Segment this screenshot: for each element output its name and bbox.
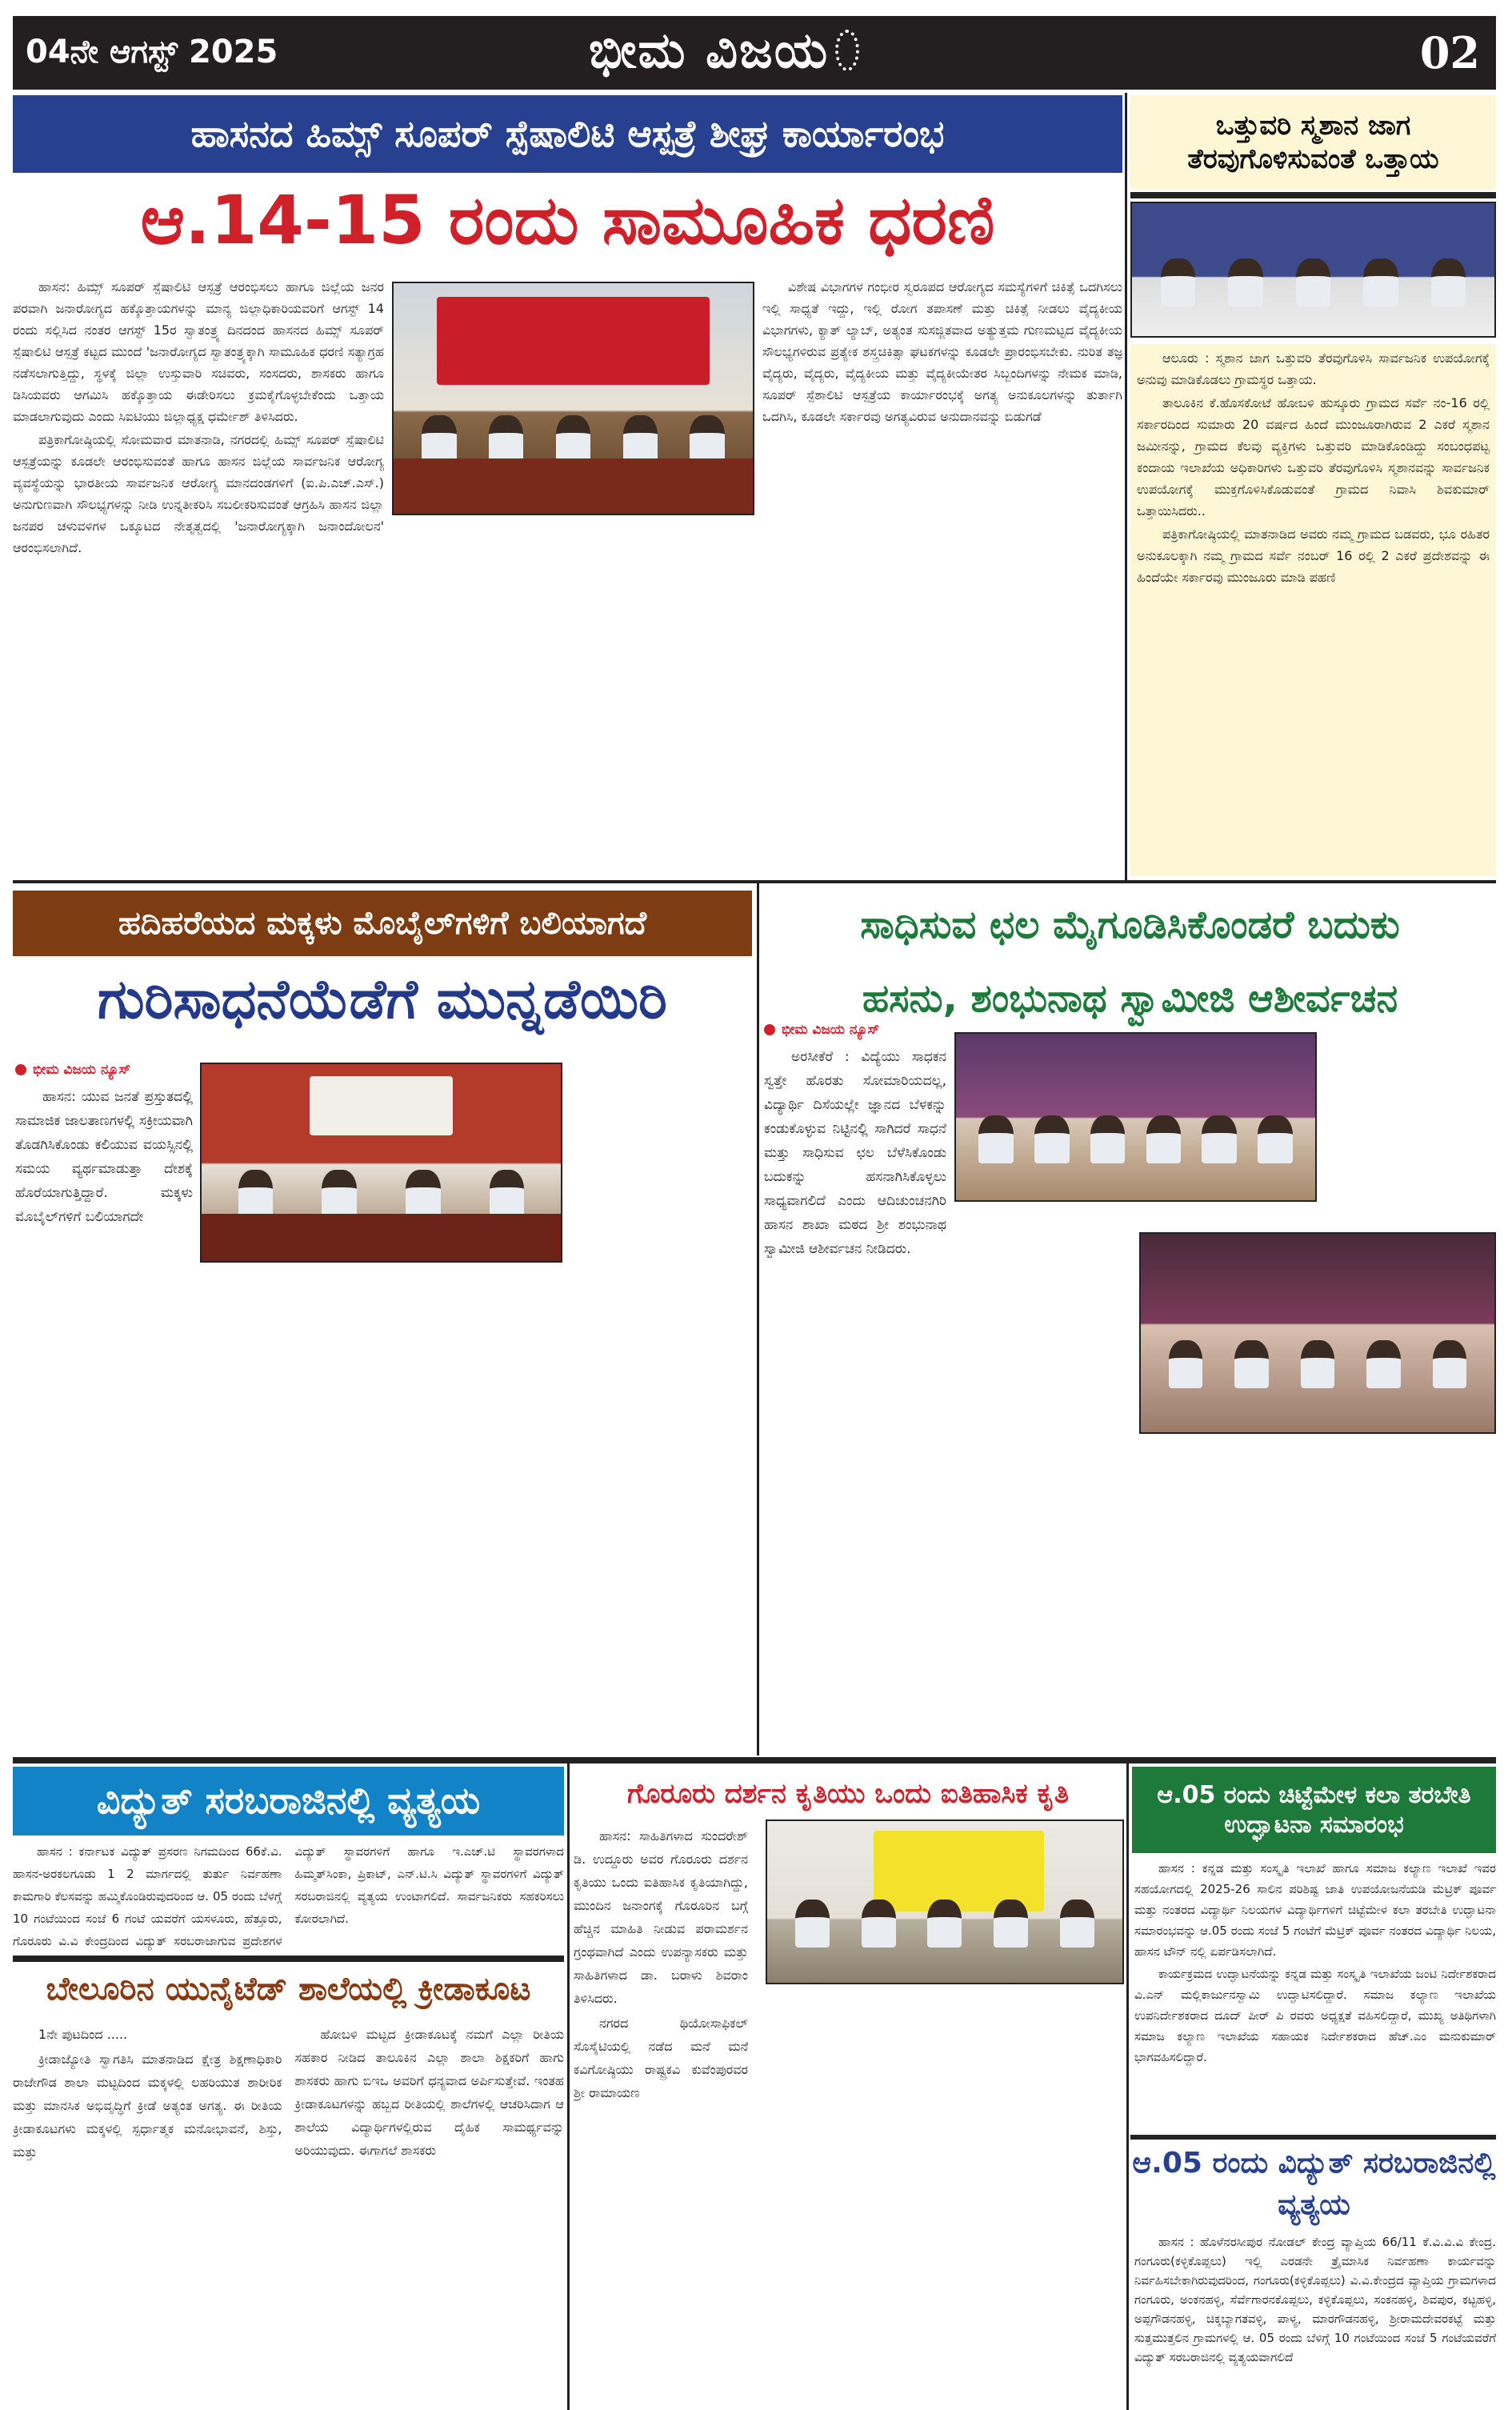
issue-date: 04ನೇ ಆಗಸ್ಟ್ 2025 <box>26 34 278 70</box>
swamiji-headline-line-1: ಸಾಧಿಸುವ ಛಲ ಮೈಗೂಡಿಸಿಕೊಂಡರೆ ಬದುಕು <box>860 903 1400 947</box>
lead-column-1 <box>13 276 384 876</box>
divider <box>1130 192 1496 198</box>
beluru-paragraph: ಕ್ರೀಡಾಜ್ಯೋತಿ ಸ್ವಾಗತಿಸಿ ಮಾತನಾಡಿದ ಕ್ಷೇತ್ರ ಶಿಕ್ಷಣಾಧಿಕಾರಿ ರಾಜೇಗೌಡ ಶಾಲಾ ಮಟ್ಟದಿಂದ ಮಕ್ಕಳಲ್ಲಿ ಲಹರಿಯುತ ಶಾರೀರಿಕ ಮತ್ತು ಮಾನಸಿಕ ಅಭಿವೃದ್ಧಿಗೆ ಕ್ರೀಡೆ ಅತ್ಯಂತ ಅಗತ್ಯ. ಈ ರೀತಿಯ ಕ್ರೀಡಾಕೂಟಗಳು ಮಕ್ಕಳಲ್ಲಿ ಸ್ಪರ್ಧಾತ್ಮಕ ಮನೋಭಾವನೆ, ಶಿಸ್ತು, ಮತ್ತು <box>13 2052 282 2160</box>
beluru-headline: ಬೇಲೂರಿನ ಯುನೈಟೆಡ್ ಶಾಲೆಯಲ್ಲಿ ಕ್ರೀಡಾಕೂಟ <box>46 1971 531 2008</box>
ashoka-chakra-icon <box>835 30 859 71</box>
red-dot-icon <box>764 1024 775 1035</box>
chittemela-paragraph: ಹಾಸನ : ಕನ್ನಡ ಮತ್ತು ಸಂಸ್ಕೃತಿ ಇಲಾಖೆ ಹಾಗೂ ಸಮಾಜ ಕಲ್ಯಾಣ ಇಲಾಖೆ ಇವರ ಸಹಯೋಗದಲ್ಲಿ 2025-26 ಸಾಲಿನ ಪರಿಶಿಷ್ಟ ಜಾತಿ ಉಪಯೋಜನೆಯಡಿ ಮೆಟ್ರಿಕ್ ಪೂರ್ವ ಮತ್ತು ನಂತರದ ವಿದ್ಯಾರ್ಥಿ ನಿಲಯಗಳ ವಿದ್ಯಾರ್ಥಿಗಳಿಗೆ ಚಿಟ್ಟೆಮೇಳ ಕಲಾ ತರಬೇತಿ ಉದ್ಘಾಟನಾ ಸಮಾರಂಭವನ್ನು ಆ.05 ರಂದು ಸಂಜೆ 5 ಗಂಟೆಗೆ ಮೆಟ್ರಿಕ್ ಪೂರ್ವ ನಂತರದ ವಿದ್ಯಾರ್ಥಿ ನಿಲಯ, ಹಾಸನ ಟೌನ್ ನಲ್ಲಿ ಏರ್ಪಡಿಸಲಾಗಿದೆ. <box>1134 1861 1496 1959</box>
chittemela-body <box>1134 1858 1496 2134</box>
power-cut-2-paragraph: ಹಾಸನ : ಹೊಳೆನರಸೀಪುರ ನೋಡಲ್ ಕೇಂದ್ರ ವ್ಯಾಪ್ತಿಯ 66/11 ಕೆ.ವಿ.ವಿ.ವಿ ಕೇಂದ್ರ. ಗಂಗೂರು(ಕಳ್ಳಿಕೊಪ್ಪಲು) ಇಲ್ಲಿ ಎರಡನೇ ತ್ರೈಮಾಸಿಕ ನಿರ್ವಹಣಾ ಕಾರ್ಯವನ್ನು ನಿರ್ವಹಿಸಬೇಕಾಗಿರುವುದರಿಂದ, ಗಂಗೂರು(ಕಳ್ಳಿಕೊಪ್ಪಲು) ವಿ.ವಿ.ಕೇಂದ್ರದ ವ್ಯಾಪ್ತಿಯ ಗ್ರಾಮಗಳಾದ ಗಂಗೂರು, ಅಂಕನಹಳ್ಳಿ, ಸೆರ್ವೆಗಾರನಕೊಪ್ಪಲು, ಕಳ್ಳಿಕೊಪ್ಪಲು, ಸಂಕನಹಳ್ಳಿ, ಶಿವಪುರ, ಕಟ್ಟಹಳ್ಳಿ, ಅಪ್ಪಗೌಡನಹಳ್ಳಿ, ಚಿಕ್ಕಬ್ಯಾಗತವಳ್ಳಿ, ಪಾಳ್ಯ, ಮಾರಗೌಡನಹಳ್ಳಿ, ಶ್ರೀರಾಮದೇವರಕಟ್ಟೆ ಮತ್ತು ಸುತ್ತಮುತ್ತಲಿನ ಗ್ರಾಮಗಳಲ್ಲಿ ಆ. 05 ರಂದು ಬೆಳಿಗ್ಗೆ 10 ಗಂಟೆಯಿಂದ ಸಂಜೆ 5 ಗಂಟೆಯವರೆಗೆ ವಿದ್ಯುತ್ ಸರಬರಾಜಿನಲ್ಲಿ ವ್ಯತ್ಯಯವಾಗಲಿದೆ <box>1134 2235 1496 2364</box>
mobile-paragraph: ಹಾಸನ: ಯುವ ಜನತೆ ಪ್ರಸ್ತುತದಲ್ಲಿ ಸಾಮಾಜಿಕ ಜಾಲತಾಣಗಳಲ್ಲಿ ಸಕ್ರೀಯವಾಗಿ ತೊಡಗಿಸಿಕೊಂಡು ಕಲಿಯುವ ವಯಸ್ಸಿನಲ್ಲಿ ಸಮಯ ವ್ಯರ್ಥಮಾಡುತ್ತಾ ದೇಶಕ್ಕೆ ಹೊರೆಯಾಗುತ್ತಿದ್ದಾರೆ. ಮಕ್ಕಳು ಮೊಬೈಲ್‌ಗಳಿಗೆ ಬಲಿಯಾಗದೇ <box>15 1089 193 1225</box>
column-divider <box>757 883 759 1755</box>
section-divider <box>13 880 1496 883</box>
goruru-photo-book-release <box>766 1820 1124 1984</box>
beluru-paragraph: ಹೋಬಳಿ ಮಟ್ಟದ ಕ್ರೀಡಾಕೂಟಕ್ಕೆ ನಮಗೆ ಎಲ್ಲಾ ರೀತಿಯ ಸಹಕಾರ ನೀಡಿದ ತಾಲೂಕಿನ ಎಲ್ಲಾ ಶಾಲಾ ಶಿಕ್ಷಕರಿಗೆ ಹಾಗು ಶಾಸಕರು ಹಾಗು ಬಿಇಒ ಅವರಿಗೆ ಧನ್ಯವಾದ ಅರ್ಪಿಸುತ್ತೇವೆ. ಇಂತಹ ಕ್ರೀಡಾಕೂಟಗಳನ್ನು ಹಬ್ಬದ ರೀತಿಯಲ್ಲಿ ಶಾಲೆಗಳಲ್ಲಿ ಆಚರಿಸಿದಾಗ ಆ ಶಾಲೆಯ ವಿದ್ಯಾರ್ಥಿಗಳಲ್ಲಿರುವ ದೈಹಿಕ ಸಾಮರ್ಥ್ಯವನ್ನು ಅರಿಯುವುದು. ಈಗಾಗಲೆ ಶಾಸಕರು <box>294 2027 564 2158</box>
lead-column-2 <box>392 524 754 876</box>
mobile-kicker-banner: ಹದಿಹರೆಯದ ಮಕ್ಕಳು ಮೊಬೈಲ್‌ಗಳಿಗೆ ಬಲಿಯಾಗದೆ <box>13 891 752 956</box>
goruru-column-1 <box>574 1824 748 2408</box>
chittemela-headline-banner: ಆ.05 ರಂದು ಚಿಟ್ಟೆಮೇಳ ಕಲಾ ತರಬೇತಿ ಉದ್ಘಾಟನಾ ಸಮಾರಂಭ <box>1132 1767 1496 1853</box>
masthead <box>13 16 1496 90</box>
goruru-paragraph: ಹಾಸನ: ಸಾಹಿತಿಗಳಾದ ಸುಂದರೇಶ್ ಡಿ. ಉದ್ದೂರು ಅವರ ಗೊರೂರು ದರ್ಶನ ಕೃತಿಯು ಒಂದು ಐತಿಹಾಸಿಕ ಕೃತಿಯಾಗಿದ್ದು, ಮುಂದಿನ ಜನಾಂಗಕ್ಕೆ ಗೊರೂರಿನ ಬಗ್ಗೆ ಹೆಚ್ಚಿನ ಮಾಹಿತಿ ನೀಡುವ ಪರಾಮರ್ಶನ ಗ್ರಂಥವಾಗಿದೆ ಎಂದು ಉಪನ್ಯಾಸಕರು ಮತ್ತು ಸಾಹಿತಿಗಳಾದ ಡಾ. ಬರಾಳು ಶಿವರಾಂ ತಿಳಿಸಿದರು. <box>574 1828 748 2006</box>
newspaper-logo <box>589 21 859 80</box>
lead-paragraph: ವಿಶೇಷ ವಿಭಾಗಗಳ ಗಂಭೀರ ಸ್ವರೂಪದ ಆರೋಗ್ಯದ ಸಮಸ್ಯೆಗಳಿಗೆ ಚಿಕಿತ್ಸೆ ಒದಗಿಸಲು ಇಲ್ಲಿ ಸಾಧ್ಯತೆ ಇದ್ದು, ಇಲ್ಲಿ ರೋಗ ತಪಾಸಣೆ ಮತ್ತು ಚಿಕಿತ್ಸೆ ನೀಡಲು ವೈದ್ಯಕೀಯ ವಿಭಾಗಗಳು, ಕ್ಯಾತ್ ಲ್ಯಾಬ್, ಅತ್ಯಂತ ಸುಸಜ್ಜಿತವಾದ ಅತ್ಯುತ್ತಮ ಗುಣಮಟ್ಟದ ವೈದ್ಯಕೀಯ ಸೌಲಭ್ಯಗಳಿರುವ ಪ್ರತ್ಯೇಕ ಶಸ್ತ್ರಚಿಕಿತ್ಸಾ ಘಟಕಗಳನ್ನು ಕೂಡಲೇ ಪ್ರಾರಂಭಿಸಬೇಕು. ನುರಿತ ತಜ್ಞ ವೈದ್ಯರು, ವೈದ್ಯರು, ವೈದ್ಯಕೀಯ ಮತ್ತು ವೈದ್ಯಕೀಯೇತರ ಸಿಬ್ಬಂದಿಗಳನ್ನು ನೇಮಕ ಮಾಡಿ, ಸೂಪರ್ ಸ್ಪೆಶಾಲಿಟಿ ಆಸ್ಪತ್ರೆಯ ಕಾರ್ಯಾರಂಭಕ್ಕೆ ಅಗತ್ಯ ಅನುಕೂಲಗಳನ್ನು ತುರ್ತಾಗಿ ಒದಗಿಸಿ, ಕೂಡಲೇ ಸರ್ಕಾರವು ಅಗತ್ಯವಿರುವ ಅನುದಾನವನ್ನು ಬಿಡುಗಡೆ <box>762 279 1122 424</box>
mobile-column-1 <box>15 1058 193 1746</box>
lead-headline: ಆ.14-15 ರಂದು ಸಾಮೂಹಿಕ ಧರಣಿ <box>140 181 995 259</box>
lead-paragraph: ಪತ್ರಿಕಾಗೋಷ್ಠಿಯಲ್ಲಿ ಸೋಮವಾರ ಮಾತನಾಡಿ, ನಗರದಲ್ಲಿ ಹಿಮ್ಸ್ ಸೂಪರ್ ಸ್ಪೆಷಾಲಿಟಿ ಆಸ್ಪತ್ರೆಯನ್ನು ಕೂಡಲೇ ಆರಂಭಿಸುವಂತೆ ಹಾಗೂ ಹಾಸನ ಜಿಲ್ಲೆಯ ಸಾರ್ವಜನಿಕ ಆರೋಗ್ಯ ವ್ಯವಸ್ಥೆಯನ್ನು ಭಾರತೀಯ ಸಾರ್ವಜನಿಕ ಆರೋಗ್ಯ ಮಾನದಂಡಗಳಿಗೆ (ಐ.ಪಿ.ಎಚ್.ಎಸ್.) ಅನುಗುಣವಾಗಿ ಸೌಲಭ್ಯಗಳನ್ನು ನೀಡಿ ಉನ್ನತೀಕರಿಸಿ ಸಬಲೀಕರಿಸುವಂತೆ ಆಗ್ರಹಿಸಿ ಹಾಸನ ಜಿಲ್ಲಾ ಜನಪರ ಚಳುವಳಿಗಳ ಒಕ್ಕೂಟದ ನೇತೃತ್ವದಲ್ಲಿ 'ಜನಾರೋಗ್ಯಕ್ಕಾಗಿ ಜನಾಂದೋಲನ' ಆರಂಭಿಸಲಾಗಿದೆ. <box>13 432 384 555</box>
lead-kicker-banner: ಹಾಸನದ ಹಿಮ್ಸ್ ಸೂಪರ್ ಸ್ಪೆಷಾಲಿಟಿ ಆಸ್ಪತ್ರೆ ಶೀಘ್ರ ಕಾರ್ಯಾರಂಭ <box>13 95 1122 173</box>
goruru-headline: ಗೊರೂರು ದರ್ಶನ ಕೃತಿಯು ಒಂದು ಐತಿಹಾಸಿಕ ಕೃತಿ <box>626 1778 1069 1810</box>
power-cut-2-headline: ಆ.05 ರಂದು ವಿದ್ಯುತ್ ಸರಬರಾಜಿನಲ್ಲಿ ವ್ಯತ್ಯಯ <box>1132 2147 1496 2221</box>
swamiji-paragraph: ಅರಸೀಕೆರೆ : ವಿದ್ಯೆಯು ಸಾಧಕನ ಸ್ವತ್ತೇ ಹೊರತು ಸೋಮಾರಿಯದಲ್ಲ, ವಿದ್ಯಾರ್ಥಿ ದಿಸೆಯಲ್ಲೇ ಜ್ಞಾನದ ಬೆಳಕನ್ನು ಕಂಡುಕೊಳ್ಳುವ ನಿಟ್ಟಿನಲ್ಲಿ ಸಾಗಿದರೆ ಸಾಧನೆ ಮತ್ತು ಸಾಧಿಸುವ ಛಲ ಬೆಳೆಸಿಕೊಂಡು ಬದುಕನ್ನು ಹಸನಾಗಿಸಿಕೊಳ್ಳಲು ಸಾಧ್ಯವಾಗಲಿದೆ ಎಂದು ಆದಿಚುಂಚನಗಿರಿ ಹಾಸನ ಶಾಖಾ ಮಠದ ಶ್ರೀ ಶಂಭುನಾಥ ಸ್ವಾಮೀಜಿ ಆಶೀರ್ವಚನ ನೀಡಿದರು. <box>764 1049 946 1257</box>
power-cut-paragraph: ಹಾಸನ : ಕರ್ನಾಟಕ ವಿದ್ಯುತ್ ಪ್ರಸರಣ ನಿಗಮದಿಂದ 66ಕೆ.ವಿ. ಹಾಸನ-ಅರಕಲಗೂಡು 1 2 ಮಾರ್ಗದಲ್ಲಿ ತುರ್ತು ನಿರ್ವಹಣಾ ಕಾಮಗಾರಿ ಕೆಲಸವನ್ನು ಹಮ್ಮಿಕೊಂಡಿರುವುದರಿಂದ ಆ. 05 ರಂದು ಬೆಳಗ್ಗೆ 10 ಗಂಟೆಯಿಂದ ಸಂಜೆ 6 ಗಂಟೆ ಯವರೆಗೆ ಯಸಳೂರು, ಹೆತ್ತೂರು, ಗೊರೂರು ವಿ.ವಿ ಕೇಂದ್ರದಿಂದ ವಿದ್ಯುತ್ ಸರಬರಾಜಾಗುವ ಪ್ರದೇಶಗಳ ವಿದ್ಯುತ್ ಸ್ಥಾವರಗಳಿಗೆ ಹಾಗೂ ಇ.ಎಚ್.ಟಿ ಸ್ಥಾವರಗಳಾದ ಹಿಮ್ಮತ್‌ಸಿಂಕಾ, ಪ್ರಿಕಾಟ್, ಎನ್.ಟಿ.ಸಿ ವಿದ್ಯುತ್ ಸ್ಥಾವರಗಳಿಗೆ ವಿದ್ಯುತ್ ಸರಬರಾಜಿನಲ್ಲಿ ವ್ಯತ್ಯಯ ಉಂಟಾಗಲಿದೆ. ಸಾರ್ವಜನಿಕರು ಸಹಕರಿಸಲು ಕೋರಲಾಗಿದೆ. <box>13 1844 564 1948</box>
mobile-photo-speaker <box>200 1063 562 1263</box>
column-divider <box>1126 1763 1129 2410</box>
swamiji-headline-line-2: ಹಸನು, ಶಂಭುನಾಥ ಸ್ವಾಮೀಜಿ ಆಶೀರ್ವಚನ <box>862 976 1398 1021</box>
chittemela-paragraph: ಕಾರ್ಯಕ್ರಮದ ಉದ್ಘಾಟನೆಯನ್ನು ಕನ್ನಡ ಮತ್ತು ಸಂಸ್ಕೃತಿ ಇಲಾಖೆಯ ಜಂಟಿ ನಿರ್ದೇಶಕರಾದ ವಿ.ಎನ್ ಮಲ್ಲಿಕಾರ್ಜುನಸ್ವಾಮಿ ಉದ್ಘಾಟಿಸಲಿದ್ದಾರೆ. ಸಮಾಜ ಕಲ್ಯಾಣ ಇಲಾಖೆಯ ಉಪನಿರ್ದೇಶಕರಾದ ದೂದ್ ಪೀರ್ ಪಿ ರವರು ಅಧ್ಯಕ್ಷತೆ ವಹಿಸಲಿದ್ದಾರೆ, ಮುಖ್ಯ ಅತಿಥಿಗಳಾಗಿ ಸಮಾಜ ಕಲ್ಯಾಣ ಇಲಾಖೆಯ ಸಹಾಯಕ ನಿರ್ದೇಶಕರಾದ ಹೆಚ್.ಎಂ ಮನುಕುಮಾರ್ ಭಾಗವಹಿಸಲಿದ್ದಾರೆ. <box>1134 1967 1496 2064</box>
byline <box>15 1058 193 1082</box>
section-divider <box>13 1757 1496 1763</box>
logo-text: ಭೀಮ ವಿಜಯ <box>589 21 830 79</box>
power-cut-body <box>13 1840 564 1952</box>
sidebar-paragraph: ತಾಲೂಕಿನ ಕೆ.ಹೊಸಕೋಟೆ ಹೋಬಳಿ ಹುಸ್ಕೂರು ಗ್ರಾಮದ ಸರ್ವೆ ನಂ-16 ರಲ್ಲಿ ಸರ್ಕಾರದಿಂದ ಸುಮಾರು 20 ವರ್ಷದ ಹಿಂದೆ ಮುಂಜೂರಾಗಿರುವ 2 ಎಕರೆ ಸ್ಮಶಾನ ಜಮೀನನ್ನು, ಗ್ರಾಮದ ಕೆಲವು ವ್ಯಕ್ತಿಗಳು ಒತ್ತುವರಿ ಮಾಡಿಕೊಂಡಿದ್ದು ಸಂಬಂಧಪಟ್ಟ ಕಂದಾಯ ಇಲಾಖೆಯ ಅಧಿಕಾರಿಗಳು ಒತ್ತುವರಿ ತೆರವುಗೊಳಿಸಿ ಸ್ಮಶಾನವನ್ನು ಸಾರ್ವಜನಿಕ ಉಪಯೋಗಕ್ಕೆ ಮುಕ್ತಗೊಳಿಸಿಕೊಡುವಂತೆ ಗ್ರಾಮದ ನಿವಾಸಿ ಶಿವಕುಮಾರ್ ಒತ್ತಾಯಿಸಿದರು.. <box>1137 395 1490 518</box>
mobile-column-4 <box>570 1058 752 1746</box>
swamiji-photo-lamp-lighting <box>1139 1232 1496 1434</box>
column-divider <box>1125 93 1127 880</box>
swamiji-photo-felicitation <box>954 1032 1317 1202</box>
lead-photo-press-meet <box>392 282 754 515</box>
page-number: 02 <box>1419 27 1480 78</box>
power-cut-headline-banner: ವಿದ್ಯುತ್ ಸರಬರಾಜಿನಲ್ಲಿ ವ್ಯತ್ಯಯ <box>13 1767 564 1836</box>
goruru-paragraph: ನಗರದ ಥಿಯೋಸಾಫಿಕಲ್ ಸೊಸೈಟಿಯಲ್ಲಿ ನಡೆದ ಮನೆ ಮನೆ ಕವಿಗೋಷ್ಠಿಯು ರಾಷ್ಟ್ರಕವಿ ಕುವೆಂಪುರವರ ಶ್ರೀ ರಾಮಾಯಣ <box>574 2016 748 2100</box>
lead-paragraph: ಹಾಸನ: ಹಿಮ್ಸ್ ಸೂಪರ್ ಸ್ಪೆಷಾಲಿಟಿ ಆಸ್ಪತ್ರೆ ಆರಂಭಿಸಲು ಹಾಗೂ ಜಿಲ್ಲೆಯ ಜನರ ಪರವಾಗಿ ಜನಾರೋಗ್ಯದ ಹಕ್ಕೊತ್ತಾಯಗಳನ್ನು ಮಾನ್ಯ ಜಿಲ್ಲಾಧಿಕಾರಿಯವರಿಗೆ ಆಗಸ್ಟ್ 14 ರಂದು ಸಲ್ಲಿಸಿದ ನಂತರ ಆಗಸ್ಟ್ 15ರ ಸ್ವಾತಂತ್ರ್ಯ ದಿನದಂದ ಹಾಸನದ ಹಿಮ್ಸ್ ಸೂಪರ್ ಸ್ಪೆಷಾಲಿಟಿ ಆಸ್ಪತ್ರೆ ಕಟ್ಟದ ಮುಂದೆ 'ಜನಾರೋಗ್ಯದ ಸ್ವಾತಂತ್ರ್ಯಕ್ಕಾಗಿ ಸಾಮೂಹಿಕ ಧರಣಿ ಸತ್ಯಾಗ್ರಹ ನಡೆಸಲಾಗುತ್ತಿದ್ದು, ಸ್ಥಳಕ್ಕೆ ಜಿಲ್ಲಾ ಉಸ್ತುವಾರಿ ಸಚಿವರು, ಸಂಸದರು, ಶಾಸಕರು ಹಾಗೂ ಡಿಸಿಯವರು ಆಗಮಿಸಿ ಹಕ್ಕೊತ್ತಾಯ ಈಡೇರಿಸಲು ಕ್ರಮಕೈಗೊಳ್ಳಬೇಕೆಂದು ಒತ್ತಾಯ ಮಾಡಲಾಗುವುದು ಎಂದು ಸಿಐಟಿಯು ಜಿಲ್ಲಾಧ್ಯಕ್ಷ ಧರ್ಮೇಶ್ ತಿಳಿಸಿದರು. <box>13 279 384 424</box>
lead-column-3 <box>762 276 1122 876</box>
byline <box>764 1018 946 1042</box>
sidebar-body <box>1130 344 1496 876</box>
sidebar-photo-press-meet <box>1130 202 1496 338</box>
beluru-body <box>13 2023 564 2407</box>
divider <box>13 1956 564 1962</box>
mobile-headline: ಗುರಿಸಾಧನೆಯೆಡೆಗೆ ಮುನ್ನಡೆಯಿರಿ <box>98 968 667 1031</box>
byline-text: ಭೀಮ ವಿಜಯ ನ್ಯೂಸ್ <box>33 1062 131 1078</box>
column-divider <box>567 1763 570 2410</box>
sidebar-paragraph: ಪತ್ರಿಕಾಗೋಷ್ಠಿಯಲ್ಲಿ ಮಾತನಾಡಿದ ಅವರು ನಮ್ಮ ಗ್ರಾಮದ ಬಡವರು, ಭೂ ರಹಿತರ ಅನುಕೂಲಕ್ಕಾಗಿ ನಮ್ಮ ಗ್ರಾಮದ ಸರ್ವೆ ನಂಬರ್ 16 ರಲ್ಲಿ 2 ಎಕರೆ ಪ್ರದೇಶವನ್ನು ಈ ಹಿಂದೆಯೇ ಸರ್ಕಾರವು ಮುಂಜೂರು ಮಾಡಿ ಪಹಣಿ <box>1137 526 1490 585</box>
sidebar-headline: ಒತ್ತುವರಿ ಸ್ಮಶಾನ ಜಾಗ ತೆರವುಗೊಳಿಸುವಂತೆ ಒತ್ತಾಯ <box>1130 95 1496 190</box>
power-cut-2-body <box>1134 2232 1496 2408</box>
red-dot-icon <box>15 1064 26 1075</box>
sidebar-paragraph: ಆಲೂರು : ಸ್ಮಶಾನ ಜಾಗ ಒತ್ತುವರಿ ತೆರವುಗೊಳಿಸಿ ಸಾರ್ವಜನಿಕ ಉಪಯೋಗಕ್ಕೆ ಅನುವು ಮಾಡಿಕೊಡಲು ಗ್ರಾಮಸ್ಥರ ಒತ್ತಾಯ. <box>1137 350 1490 387</box>
continued-note: 1ನೇ ಪುಟದಿಂದ ..... <box>38 2027 128 2042</box>
swamiji-column-1 <box>764 1018 946 1746</box>
divider <box>1130 2135 1496 2140</box>
byline-text: ಭೀಮ ವಿಜಯ ನ್ಯೂಸ್ <box>782 1022 880 1038</box>
